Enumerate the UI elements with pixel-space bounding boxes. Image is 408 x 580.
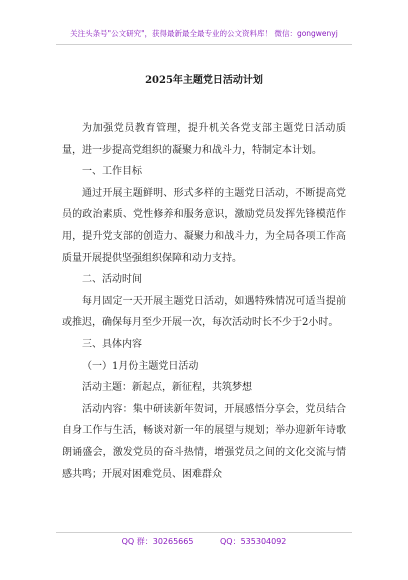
paragraph-intro: 为加强党员教育管理，提升机关各党支部主题党日活动质量，进一步提高党组织的凝聚力和战斗力，特制定本计划。 xyxy=(62,123,346,156)
header-divider xyxy=(56,44,352,45)
section-heading-time: 二、活动时间 xyxy=(82,274,142,286)
document-title: 2025年主题党日活动计划 xyxy=(145,75,263,86)
paragraph-time: 每月固定一天开展主题党日活动，如遇特殊情况可适当提前或推迟，确保每月至少开展一次，每次活动时长不少于2小时。 xyxy=(62,295,346,329)
document-body xyxy=(62,118,346,485)
section-heading-goals: 一、工作目标 xyxy=(82,166,142,178)
footer xyxy=(0,536,408,547)
footer-qq-group: QQ 群：30265665 xyxy=(121,537,194,546)
footer-divider xyxy=(56,532,352,533)
paragraph-activities: 活动内容：集中研读新年贺词，开展感悟分享会，党员结合自身工作与生活，畅谈对新一年的展望与规划；举办迎新年诗歌朗诵盛会，激发党员的奋斗热情，增强党员之间的文化交流与情感共鸣；开展对困难党员、困难群众 xyxy=(62,403,346,480)
section-heading-content: 三、具体内容 xyxy=(82,338,142,350)
paragraph-theme: 活动主题：新起点，新征程，共筑梦想 xyxy=(82,382,252,394)
paragraph-goals: 通过开展主题鲜明、形式多样的主题党日活动，不断提高党员的政治素质、党性修养和服务意识，激励党员发挥先锋模范作用，提升党支部的创造力、凝聚力和战斗力，为全局各项工作高质量开展提供坚强组织保障和动力支持。 xyxy=(62,187,346,264)
footer-qq: QQ：535304092 xyxy=(220,537,287,546)
header-notice: 关注头条号"公文研究"，获得最新最全最专业的公文资料库！ 微信：gongwenyj xyxy=(70,29,338,38)
subsection-heading-january: （一）1月份主题党日活动 xyxy=(82,360,199,372)
